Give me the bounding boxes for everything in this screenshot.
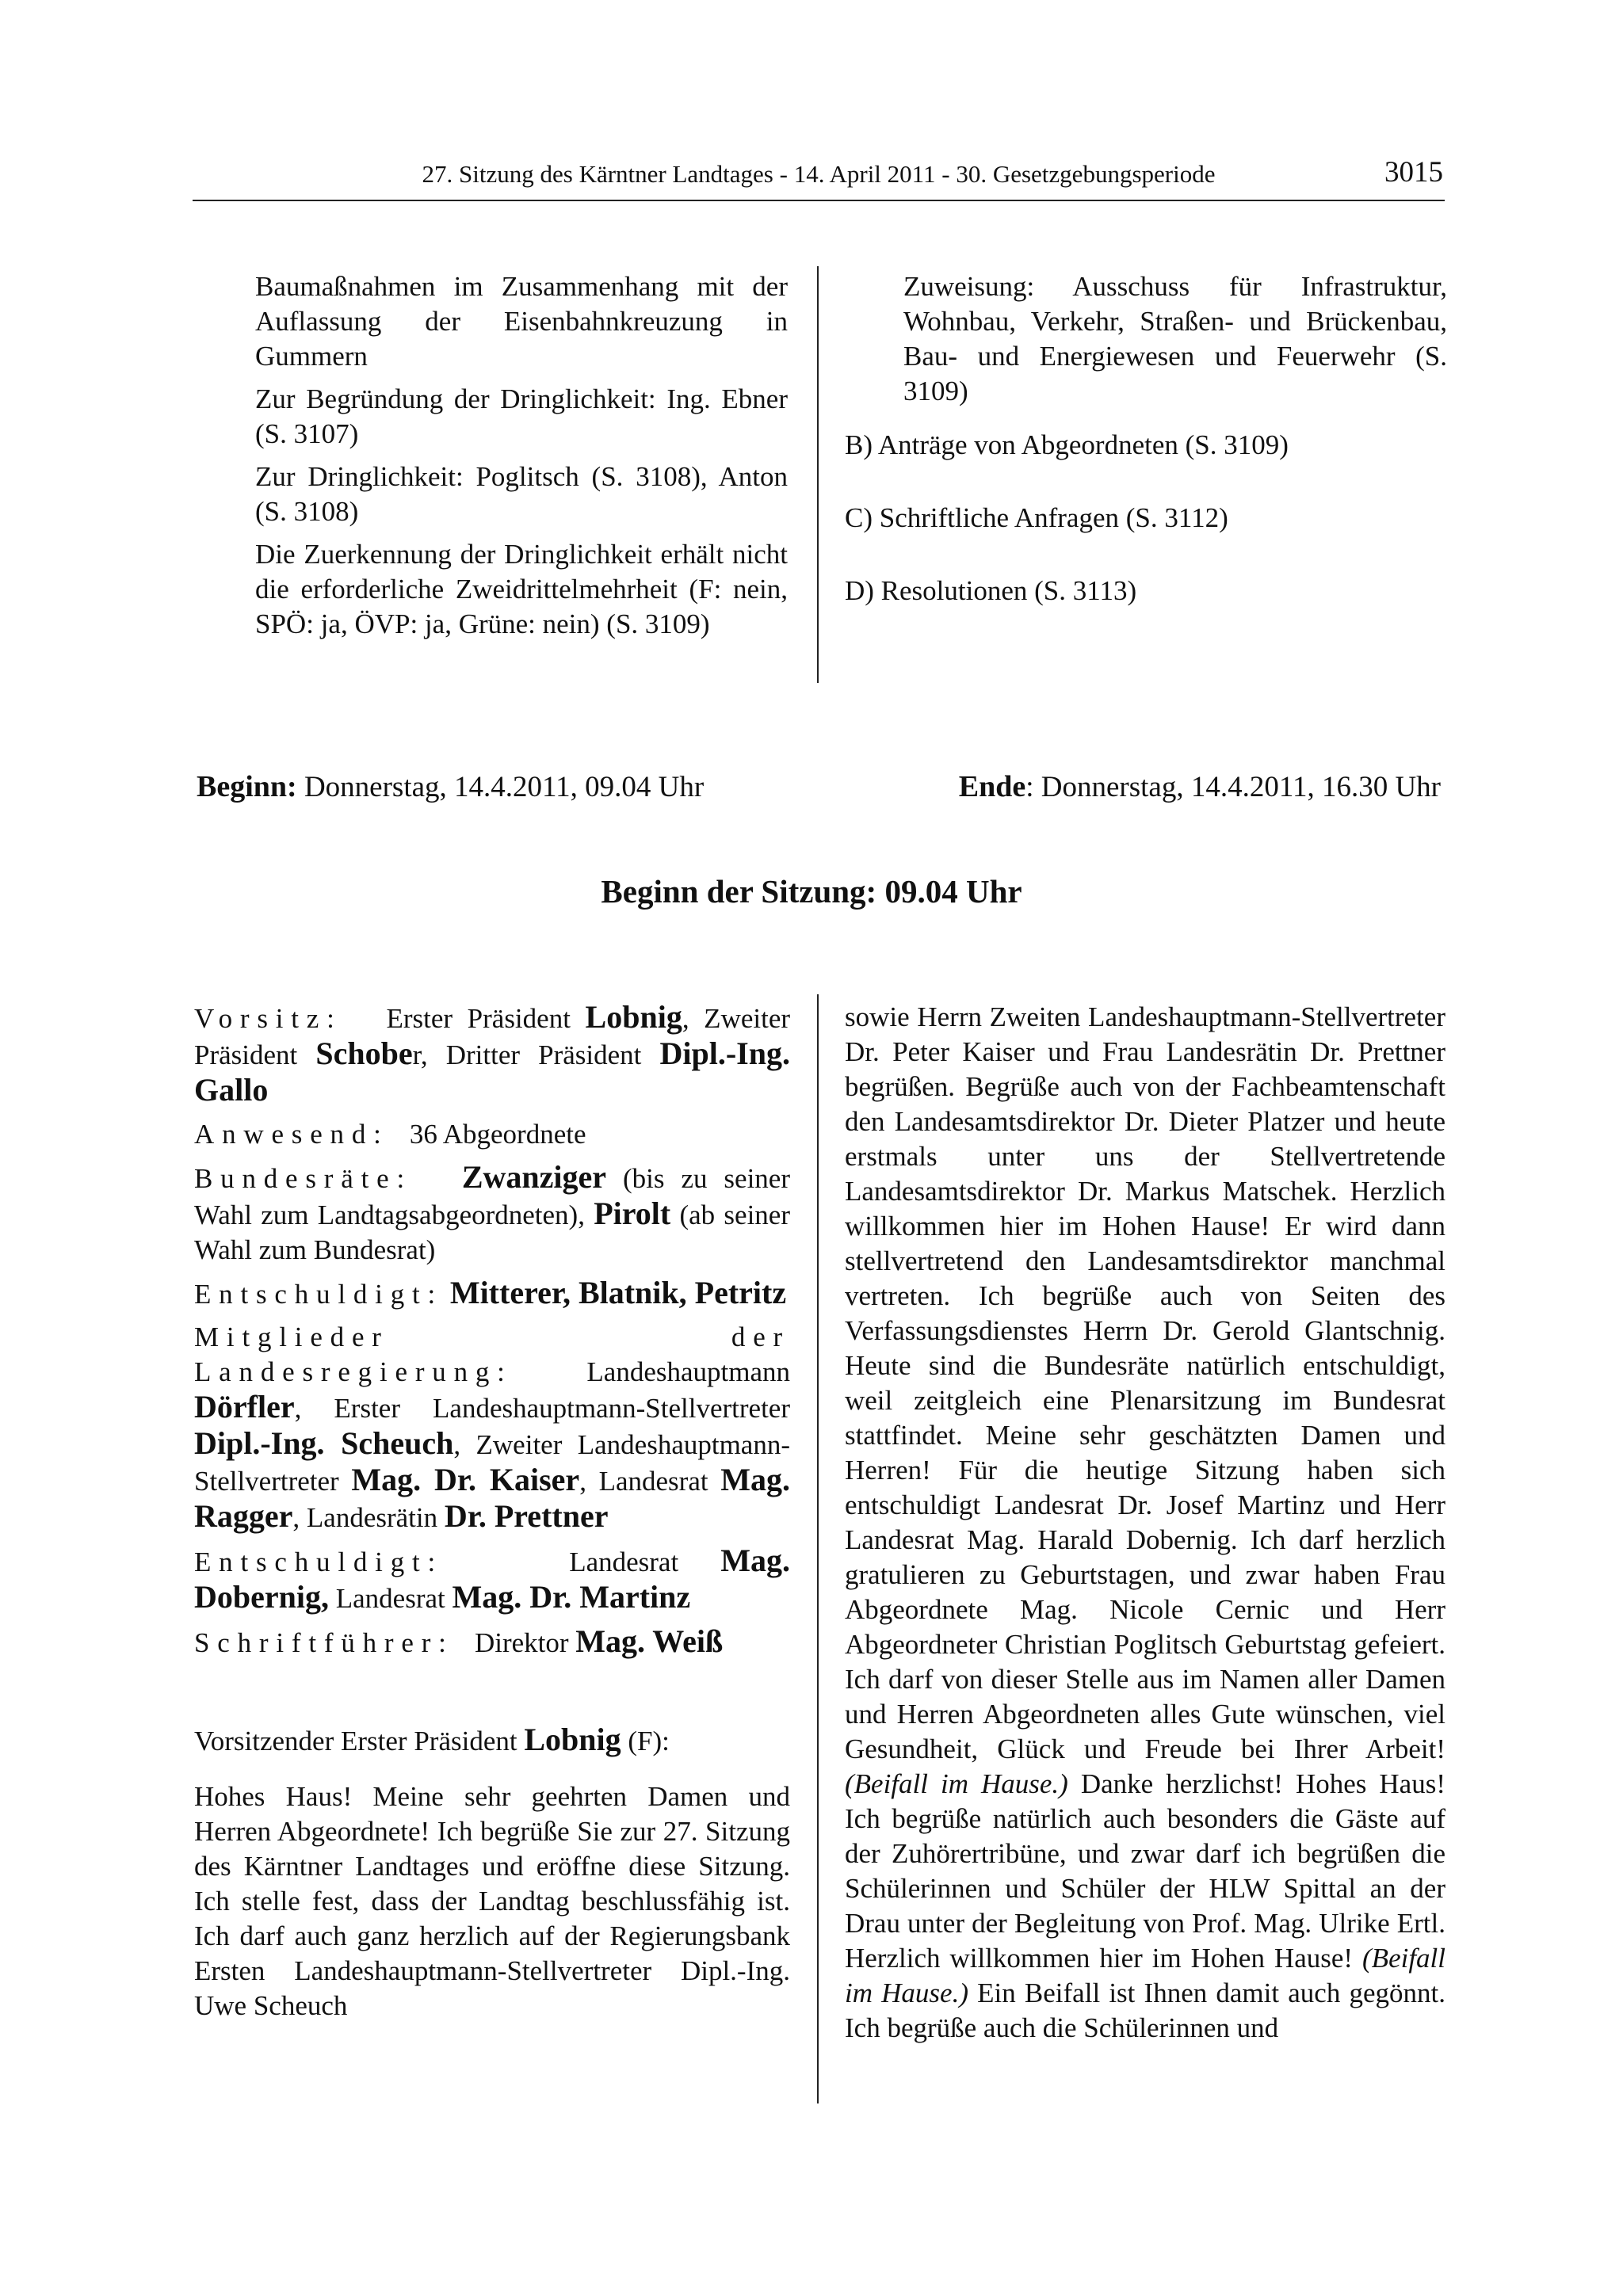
regierung-text: , Landesrätin (292, 1502, 445, 1533)
regierung-name: Dr. Prettner (444, 1498, 609, 1534)
agenda-item-d: D) Resolutionen (S. 3113) (845, 575, 1137, 606)
regierung-name: Mag. Dr. Kaiser (351, 1462, 580, 1497)
regierung-text: , Zweiter Landeshauptmann-Stellvertreter (194, 1429, 790, 1497)
applause-note: (Beifall im Hause.) (845, 1943, 1445, 2008)
regierung-name: Dipl.-Ing. Scheuch (194, 1425, 454, 1461)
vorsitz-label: Vorsitz: (194, 1003, 342, 1034)
speaker-line (194, 1722, 790, 1759)
beginn-label: Beginn: (197, 770, 297, 803)
applause-note: (Beifall im Hause.) (845, 1768, 1068, 1799)
entschuldigt-names: Mitterer, Blatnik, Petritz (449, 1275, 787, 1310)
anwesend-entry (194, 1117, 790, 1152)
anwesend-value: 36 Abgeordnete (409, 1119, 586, 1150)
schriftfuehrer-name: Mag. Weiß (575, 1623, 724, 1659)
zuweisung-line: Zuweisung: Ausschuss für Infrastruktur, Wohnbau, Verkehr, Straßen- und Brückenbau, Bau- und Energiewesen und Feuerwehr (S. 3109) (903, 271, 1447, 406)
beginn-value: Donnerstag, 14.4.2011, 09.04 Uhr (304, 771, 705, 803)
section-title: Beginn der Sitzung: 09.04 Uhr (601, 873, 1022, 910)
session-begin (197, 769, 704, 806)
regierung-text: Landeshauptmann (586, 1356, 790, 1387)
regierung-entry (194, 1320, 790, 1535)
speaker-name: Lobnig (524, 1722, 621, 1757)
bundesraete-label: Bundesräte: (194, 1163, 412, 1194)
entschuldigt-abgeordnete-entry (194, 1276, 790, 1312)
bundesraete-entry (194, 1160, 790, 1268)
agenda-item-c: C) Schriftliche Anfragen (S. 3112) (845, 502, 1228, 533)
bundesraete-text: (ab seiner Wahl zum Bundesrat) (194, 1199, 790, 1265)
entschuldigt-text: Landesrat (569, 1547, 721, 1577)
entschuldigt-regierung-entry (194, 1543, 790, 1616)
agenda-left-column (255, 269, 788, 650)
begruendung-line: Zur Begründung der Dringlichkeit: Ing. Ebner (S. 3107) (255, 383, 788, 449)
attendance-column (194, 1000, 790, 2031)
agenda-item-b: B) Anträge von Abgeordneten (S. 3109) (845, 429, 1289, 460)
speech-right-column (845, 1000, 1445, 2046)
schriftfuehrer-entry (194, 1624, 790, 1661)
ende-value: : Donnerstag, 14.4.2011, 16.30 Uhr (1025, 771, 1441, 803)
vorsitz-entry (194, 1000, 790, 1109)
speech-text: Danke herzlichst! Hohes Haus! Ich begrüße natürlich auch besonders die Gäste auf der Zuhörertribüne, und zwar darf ich begrüßen die Schülerinnen und Schüler der HLW Spittal an der Drau unter der Begleitung von Prof. Mag. Ulrike Ertl. Herzlich willkommen hier im Hohen Hause! (845, 1768, 1445, 1974)
regierung-label: Mitglieder der Landesregierung: (194, 1322, 790, 1387)
agenda-right-column (845, 269, 1447, 608)
running-header (193, 158, 1445, 201)
bundesrat-name: Zwanziger (461, 1159, 607, 1195)
speaker-party: (F): (621, 1726, 670, 1756)
column-divider-top (817, 266, 819, 683)
speaker-title: Vorsitzender Erster Präsident (194, 1726, 525, 1756)
speech-text: sowie Herrn Zweiten Landeshauptmann-Stellvertreter Dr. Peter Kaiser und Frau Landesrätin Dr. Prettner begrüßen. Begrüße auch von der Fachbeamtenschaft den Landesamtsdirektor Dr. Dieter Platzer und heute erstmals unter uns der Stellvertretende Landesamtsdirektor Dr. Markus Matschek. Herzlich willkommen hier im Hohen Hause! Er wird dann stellvertretend den Landesamtsdirektor manchmal vertreten. Ich begrüße auch von Seiten des Verfassungsdienstes Herrn Dr. Gerold Glantschnig. Heute sind die Bundesräte natürlich entschuldigt, weil zeitgleich eine Plenarsitzung im Bundesrat stattfindet. Meine sehr geschätzten Damen und Herren! Für die heutige Sitzung haben sich entschuldigt Landesrat Dr. Josef Martinz und Herr Landesrat Mag. Harald Dobernig. Ich darf herzlich gratulieren zu Geburtstagen, und zwar haben Frau Abgeordnete Mag. Nicole Cernic und Herr Abgeordneter Christian Poglitsch Geburtstag gefeiert. Ich darf von dieser Stelle aus im Namen aller Damen und Herren Abgeordneten alles Gute wünschen, viel Gesundheit, Glück und Freude bei Ihrer Arbeit! (845, 1001, 1445, 1764)
entschuldigt-text: Landesrat (329, 1583, 453, 1614)
anwesend-label: Anwesend: (194, 1119, 389, 1150)
ende-label: Ende (958, 770, 1026, 803)
agenda-item-text: Baumaßnahmen im Zusammenhang mit der Auflassung der Eisenbahnkreuzung in Gummern (255, 271, 788, 372)
schriftfuehrer-text: Direktor (474, 1627, 576, 1658)
entschuldigt-name: Mag. Dr. Martinz (452, 1579, 691, 1615)
dringlichkeit-result: Die Zuerkennung der Dringlichkeit erhält nicht die erforderliche Zweidrittelmehrheit (F: nein, SPÖ: ja, ÖVP: ja, Grüne: nein) (S. 3109) (255, 539, 788, 639)
column-divider-bottom (817, 994, 819, 2103)
session-end (959, 769, 1441, 806)
vorsitz-text: Erster Präsident (386, 1003, 586, 1034)
regierung-name: Dörfler (194, 1389, 295, 1425)
vorsitz-text: r, Dritter Präsident (412, 1039, 660, 1070)
bundesraete-text: (bis zu seiner Wahl zum Landtagsabgeordneten), (194, 1163, 790, 1230)
vorsitz-name: Dipl.-Ing. Gallo (194, 1035, 790, 1108)
header-title: 27. Sitzung des Kärntner Landtages - 14. April 2011 - 30. Gesetzgebungsperiode (422, 160, 1216, 188)
vorsitz-name: Lobnig (585, 999, 682, 1035)
speech-text-right (845, 1000, 1445, 2046)
bundesrat-name: Pirolt (594, 1196, 671, 1231)
dringlichkeit-line: Zur Dringlichkeit: Poglitsch (S. 3108), Anton (S. 3108) (255, 461, 788, 527)
regierung-text: , Landesrat (579, 1466, 721, 1497)
regierung-text: , Erster Landeshauptmann-Stellvertreter (294, 1393, 790, 1424)
entschuldigt-label: Entschuldigt: (194, 1547, 444, 1577)
page-number: 3015 (1384, 156, 1443, 189)
regierung-name: Mag. Ragger (194, 1462, 790, 1534)
speech-text: Ein Beifall ist Ihnen damit auch gegönnt. Ich begrüße auch die Schülerinnen und (845, 1978, 1445, 2043)
entschuldigt-label: Entschuldigt: (194, 1279, 444, 1310)
vorsitz-name: Schobe (315, 1035, 413, 1071)
vorsitz-text: , Zweiter Präsident (194, 1003, 791, 1070)
speech-text-left: Hohes Haus! Meine sehr geehrten Damen und Herren Abgeordnete! Ich begrüße Sie zur 27. Sitzung des Kärntner Landtages und eröffne diese Sitzung. Ich stelle fest, dass der Landtag beschlussfähig ist. Ich darf auch ganz herzlich auf der Regierungsbank Ersten Landeshauptmann-Stellvertreter Dipl.-Ing. Uwe Scheuch (194, 1781, 790, 2021)
schriftfuehrer-label: Schriftführer: (194, 1627, 454, 1658)
entschuldigt-name: Mag. Dobernig, (194, 1543, 790, 1615)
